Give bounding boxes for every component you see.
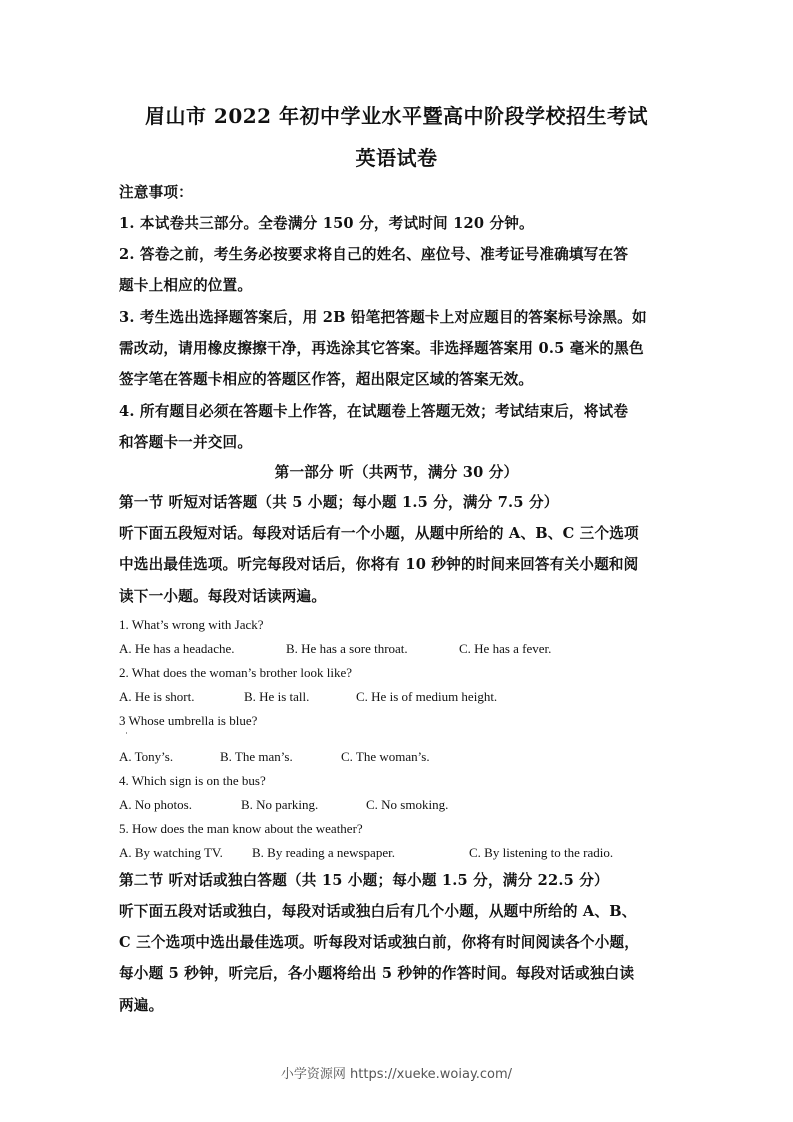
q3-option-b: B. The man’s. (220, 749, 293, 764)
notice-line: 4. 所有题目必须在答题卡上作答，在试题卷上答题无效；考试结束后，将试卷 (119, 403, 629, 420)
stray-mark (126, 732, 127, 734)
notice-line: 3. 考生选出选择题答案后，用 2B 铅笔把答题卡上对应题目的答案标号涂黑。如 (119, 309, 647, 326)
question-4: 4. Which sign is on the bus? (119, 773, 266, 788)
q4-option-b: B. No parking. (241, 797, 319, 812)
exam-title: 眉山市 2022 年初中学业水平暨高中阶段学校招生考试 (144, 104, 649, 128)
q5-option-c: C. By listening to the radio. (469, 845, 614, 860)
q2-option-c: C. He is of medium height. (356, 689, 498, 704)
question-3: 3 Whose umbrella is blue? (119, 713, 258, 728)
section2-instruction: 每小题 5 秒钟，听完后，各小题将给出 5 秒钟的作答时间。每段对话或独白读 (119, 965, 635, 982)
notice-line: 和答题卡一并交回。 (119, 434, 253, 451)
notice-line: 签字笔在答题卡相应的答题区作答，超出限定区域的答案无效。 (119, 371, 534, 388)
notice-heading: 注意事项： (119, 184, 193, 201)
question-1: 1. What’s wrong with Jack? (119, 617, 264, 632)
exam-subtitle: 英语试卷 (355, 146, 438, 170)
part1-heading: 第一部分 听（共两节，满分 30 分） (274, 464, 519, 481)
section2-instruction: C 三个选项中选出最佳选项。听每段对话或独白前，你将有时间阅读各个小题， (119, 934, 640, 951)
section1-heading: 第一节 听短对话答题（共 5 小题；每小题 1.5 分，满分 7.5 分） (119, 494, 559, 511)
watermark-link[interactable]: 小学资源网 https://xueke.woiay.com/ (280, 1067, 513, 1082)
section1-instruction: 听下面五段短对话。每段对话后有一个小题，从题中所给的 A、B、C 三个选项 (119, 525, 639, 542)
q1-option-b: B. He has a sore throat. (286, 641, 408, 656)
q4-option-c: C. No smoking. (366, 797, 449, 812)
q2-option-b: B. He is tall. (244, 689, 310, 704)
notice-line: 1. 本试卷共三部分。全卷满分 150 分，考试时间 120 分钟。 (119, 215, 534, 232)
q1-option-c: C. He has a fever. (459, 641, 552, 656)
notice-line: 需改动，请用橡皮擦擦干净，再选涂其它答案。非选择题答案用 0.5 毫米的黑色 (119, 340, 644, 357)
q3-option-a: A. Tony’s. (119, 749, 174, 764)
q1-option-a: A. He has a headache. (119, 641, 235, 656)
q5-option-b: B. By reading a newspaper. (252, 845, 395, 860)
q2-option-a: A. He is short. (119, 689, 195, 704)
q3-option-c: C. The woman’s. (341, 749, 430, 764)
section1-instruction: 中选出最佳选项。听完每段对话后，你将有 10 秒钟的时间来回答有关小题和阅 (119, 556, 639, 573)
section2-instruction: 两遍。 (119, 997, 164, 1014)
section2-instruction: 听下面五段对话或独白，每段对话或独白后有几个小题，从题中所给的 A、B、 (119, 903, 637, 920)
notice-line: 2. 答卷之前，考生务必按要求将自己的姓名、座位号、准考证号准确填写在答 (119, 246, 629, 263)
q4-option-a: A. No photos. (119, 797, 192, 812)
section1-instruction: 读下一小题。每段对话读两遍。 (119, 588, 327, 605)
question-2: 2. What does the woman’s brother look like? (119, 665, 352, 680)
question-5: 5. How does the man know about the weather? (119, 821, 363, 836)
q5-option-a: A. By watching TV. (119, 845, 223, 860)
section2-heading: 第二节 听对话或独白答题（共 15 小题；每小题 1.5 分，满分 22.5 分） (119, 872, 609, 889)
notice-line: 题卡上相应的位置。 (119, 277, 253, 294)
